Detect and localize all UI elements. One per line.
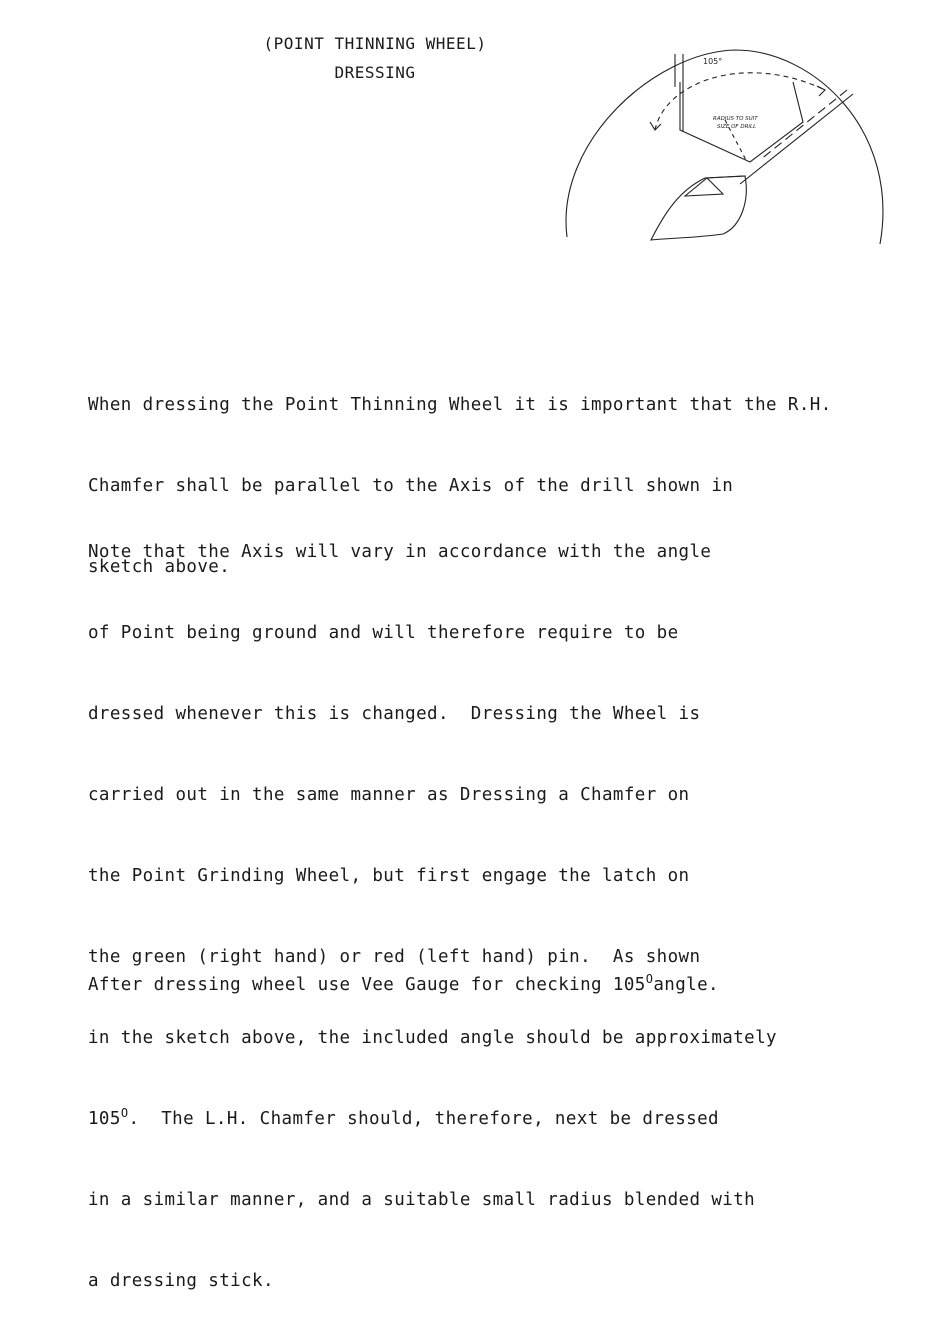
text-line: in a similar manner, and a suitable small radius blended with — [88, 1190, 756, 1210]
line-rest: . The L.H. Chamfer should, therefore, next be dressed — [128, 1109, 719, 1129]
degree-mark: O — [645, 972, 654, 986]
text-line: the Point Grinding Wheel, but first engage the latch on — [88, 866, 690, 886]
page-subtitle: DRESSING — [334, 63, 416, 82]
text-line: in the sketch above, the included angle should be approximately — [88, 1028, 777, 1048]
text-line: carried out in the same manner as Dressing a Chamfer on — [88, 785, 690, 805]
paragraph-final — [88, 925, 719, 1026]
degree-mark: O — [120, 1106, 129, 1120]
drill-axis-dashed — [760, 90, 847, 160]
wheel-sketch — [555, 42, 895, 282]
text-line: of Point being ground and will therefore require to be — [88, 623, 679, 643]
text-line: a dressing stick. — [88, 1271, 274, 1291]
text-line: Note that the Axis will vary in accordance with the angle — [88, 542, 712, 562]
wheel-arc — [566, 50, 883, 244]
line-end: angle. — [653, 975, 719, 995]
text-line: the green (right hand) or red (left hand) pin. As shown — [88, 947, 701, 967]
drill-point — [651, 176, 746, 240]
page-title: (POINT THINNING WHEEL) — [263, 34, 487, 53]
text-line: dressed whenever this is changed. Dressing the Wheel is — [88, 704, 701, 724]
text-line — [88, 1099, 777, 1140]
drill-axis-line — [740, 94, 853, 184]
text-line: sketch above. — [88, 557, 231, 577]
line-start: After dressing wheel use Vee Gauge for checking 105 — [88, 975, 646, 995]
angle-value: 105 — [88, 1109, 121, 1129]
radius-label: RADIUS TO SUIT — [713, 116, 758, 122]
radius-label: SIZE OF DRILL — [717, 124, 757, 130]
paragraph-note — [88, 492, 777, 1322]
wheel-profile — [680, 82, 803, 162]
text-line: Chamfer shall be parallel to the Axis of the drill shown in — [88, 476, 734, 496]
angle-label: 105° — [703, 57, 723, 66]
text-line: When dressing the Point Thinning Wheel it is important that the R.H. — [88, 395, 832, 415]
